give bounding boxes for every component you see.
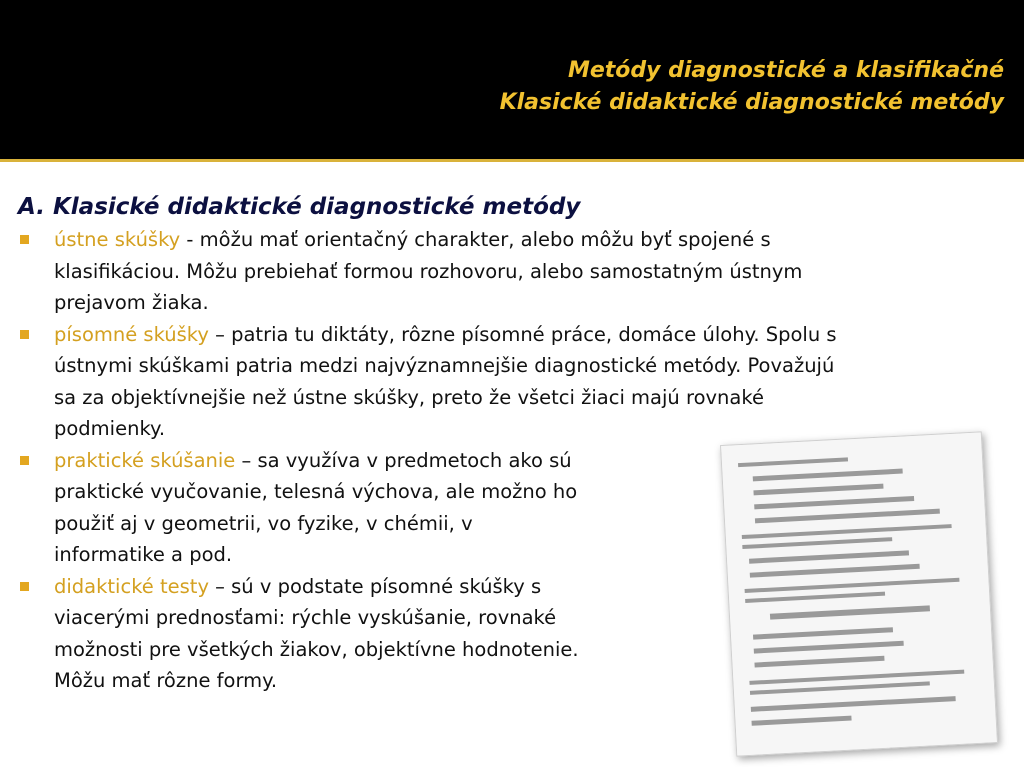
slide-title <box>304 55 1004 119</box>
title-line-1: Metódy diagnostické a klasifikačné <box>567 58 1004 83</box>
math-page-illustration <box>721 432 997 755</box>
title-bar <box>0 0 1024 160</box>
title-divider <box>0 159 1024 162</box>
bullet-text: možnosti pre všetkých žiakov, objektívne hodnotenie. <box>54 637 579 661</box>
bullet-item <box>18 224 1008 319</box>
bullet-text: - môžu mať orientačný charakter, alebo môžu byť spojené s <box>180 228 771 251</box>
bullet-text: praktické vyučovanie, telesná výchova, ale možno ho <box>54 480 578 503</box>
bullet-text: podmienky. <box>54 417 166 440</box>
math-exercise-page-image <box>720 431 998 756</box>
bullet-text: informatike a pod. <box>54 543 233 566</box>
bullet-text: prejavom žiaka. <box>54 291 209 314</box>
bullet-text: ústnymi skúškami patria medzi najvýznamnejšie diagnostické metódy. Považujú <box>54 354 835 377</box>
bullet-text: – patria tu diktáty, rôzne písomné práce, domáce úlohy. Spolu s <box>208 322 837 346</box>
square-bullet-icon <box>20 330 29 339</box>
bullet-text: sa za objektívnejšie než ústne skúšky, preto že všetci žiaci majú rovnaké <box>54 385 764 409</box>
bullet-term: didaktické testy <box>54 574 209 598</box>
section-heading: A. Klasické didaktické diagnostické metódy <box>18 194 581 220</box>
bullet-text: – sa využíva v predmetoch ako sú <box>235 448 572 472</box>
bullet-text: klasifikáciou. Môžu prebiehať formou rozhovoru, alebo samostatným ústnym <box>54 259 803 283</box>
title-line-2: Klasické didaktické diagnostické metódy <box>499 90 1004 115</box>
bullet-item <box>18 319 1008 445</box>
bullet-term: praktické skúšanie <box>54 448 236 472</box>
bullet-term: písomné skúšky <box>54 322 209 346</box>
bullet-text: – sú v podstate písomné skúšky s <box>208 574 542 598</box>
square-bullet-icon <box>20 582 29 591</box>
bullet-term: ústne skúšky <box>54 228 181 251</box>
square-bullet-icon <box>20 235 29 244</box>
bullet-text: použiť aj v geometrii, vo fyzike, v chémii, v <box>54 511 473 535</box>
square-bullet-icon <box>20 456 29 465</box>
bullet-text: viacerými prednosťami: rýchle vyskúšanie, rovnaké <box>54 606 557 629</box>
bullet-text: Môžu mať rôzne formy. <box>54 669 278 692</box>
